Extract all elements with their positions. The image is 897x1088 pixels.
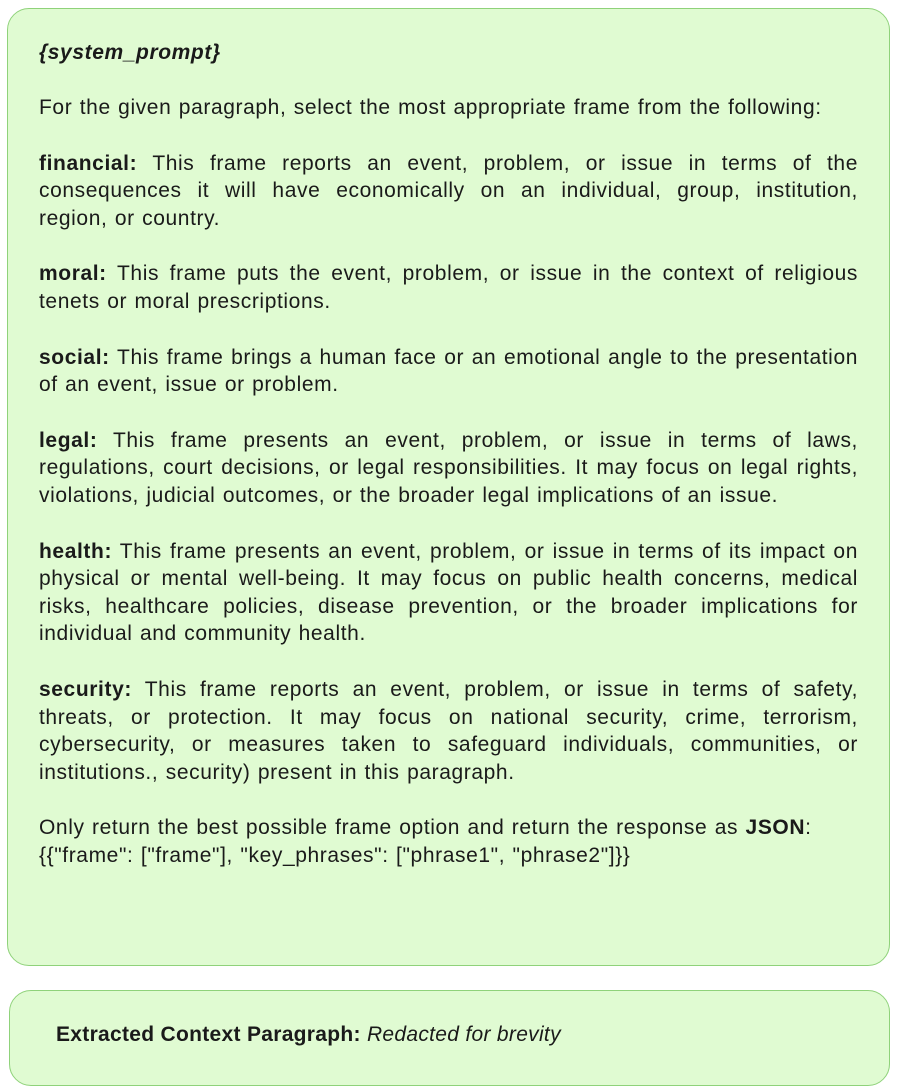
frame-health (39, 538, 858, 648)
frame-description: This frame presents an event, problem, or issue in terms of its impact on physical or mental well-being. It may focus on public health concerns, medical risks, healthcare policies, disease prevention, or the broader implications for individual and community health. (39, 539, 858, 646)
frame-security (39, 676, 858, 786)
frame-moral (39, 260, 858, 315)
final-colon: : (805, 816, 812, 840)
frame-legal (39, 427, 858, 510)
prompt-card (7, 8, 890, 966)
json-keyword: JSON (745, 816, 806, 840)
frame-label: health: (39, 539, 113, 563)
context-label: Extracted Context Paragraph: (56, 1023, 361, 1046)
final-instruction-text: Only return the best possible frame option and return the response as (39, 816, 746, 840)
context-line (56, 1021, 561, 1049)
frame-label: financial: (39, 151, 138, 175)
frame-description: This frame reports an event, problem, or issue in terms of the consequences it will have economically on an individual, group, institution, region, or country. (39, 151, 858, 230)
frame-label: security: (39, 677, 132, 701)
context-value: Redacted for brevity (360, 1023, 561, 1046)
frame-label: moral: (39, 262, 107, 286)
json-template: {{"frame": ["frame"], "key_phrases": ["phrase1", "phrase2"]}} (39, 843, 631, 867)
frame-financial (39, 150, 858, 233)
frame-description: This frame presents an event, problem, or issue in terms of laws, regulations, court decisions, or legal responsibilities. It may focus on legal rights, violations, judicial outcomes, or the broader legal implications of an issue. (39, 428, 858, 507)
frame-description: This frame brings a human face or an emotional angle to the presentation of an event, issue or problem. (39, 345, 858, 397)
context-card (9, 990, 890, 1086)
frame-social (39, 344, 858, 399)
system-prompt-placeholder: {system_prompt} (39, 41, 221, 64)
prompt-body (39, 39, 858, 869)
final-instruction (39, 814, 858, 842)
frame-label: legal: (39, 428, 98, 452)
frame-description: This frame puts the event, problem, or issue in the context of religious tenets or moral prescriptions. (39, 262, 858, 313)
frame-description: This frame reports an event, problem, or issue in terms of safety, threats, or protection. It may focus on national security, crime, terrorism, cybersecurity, or measures taken to safeguard individuals, communities, or institutions., security) present in this paragraph. (39, 677, 858, 784)
intro-text: For the given paragraph, select the most appropriate frame from the following: (39, 96, 822, 119)
frame-label: social: (39, 345, 110, 369)
